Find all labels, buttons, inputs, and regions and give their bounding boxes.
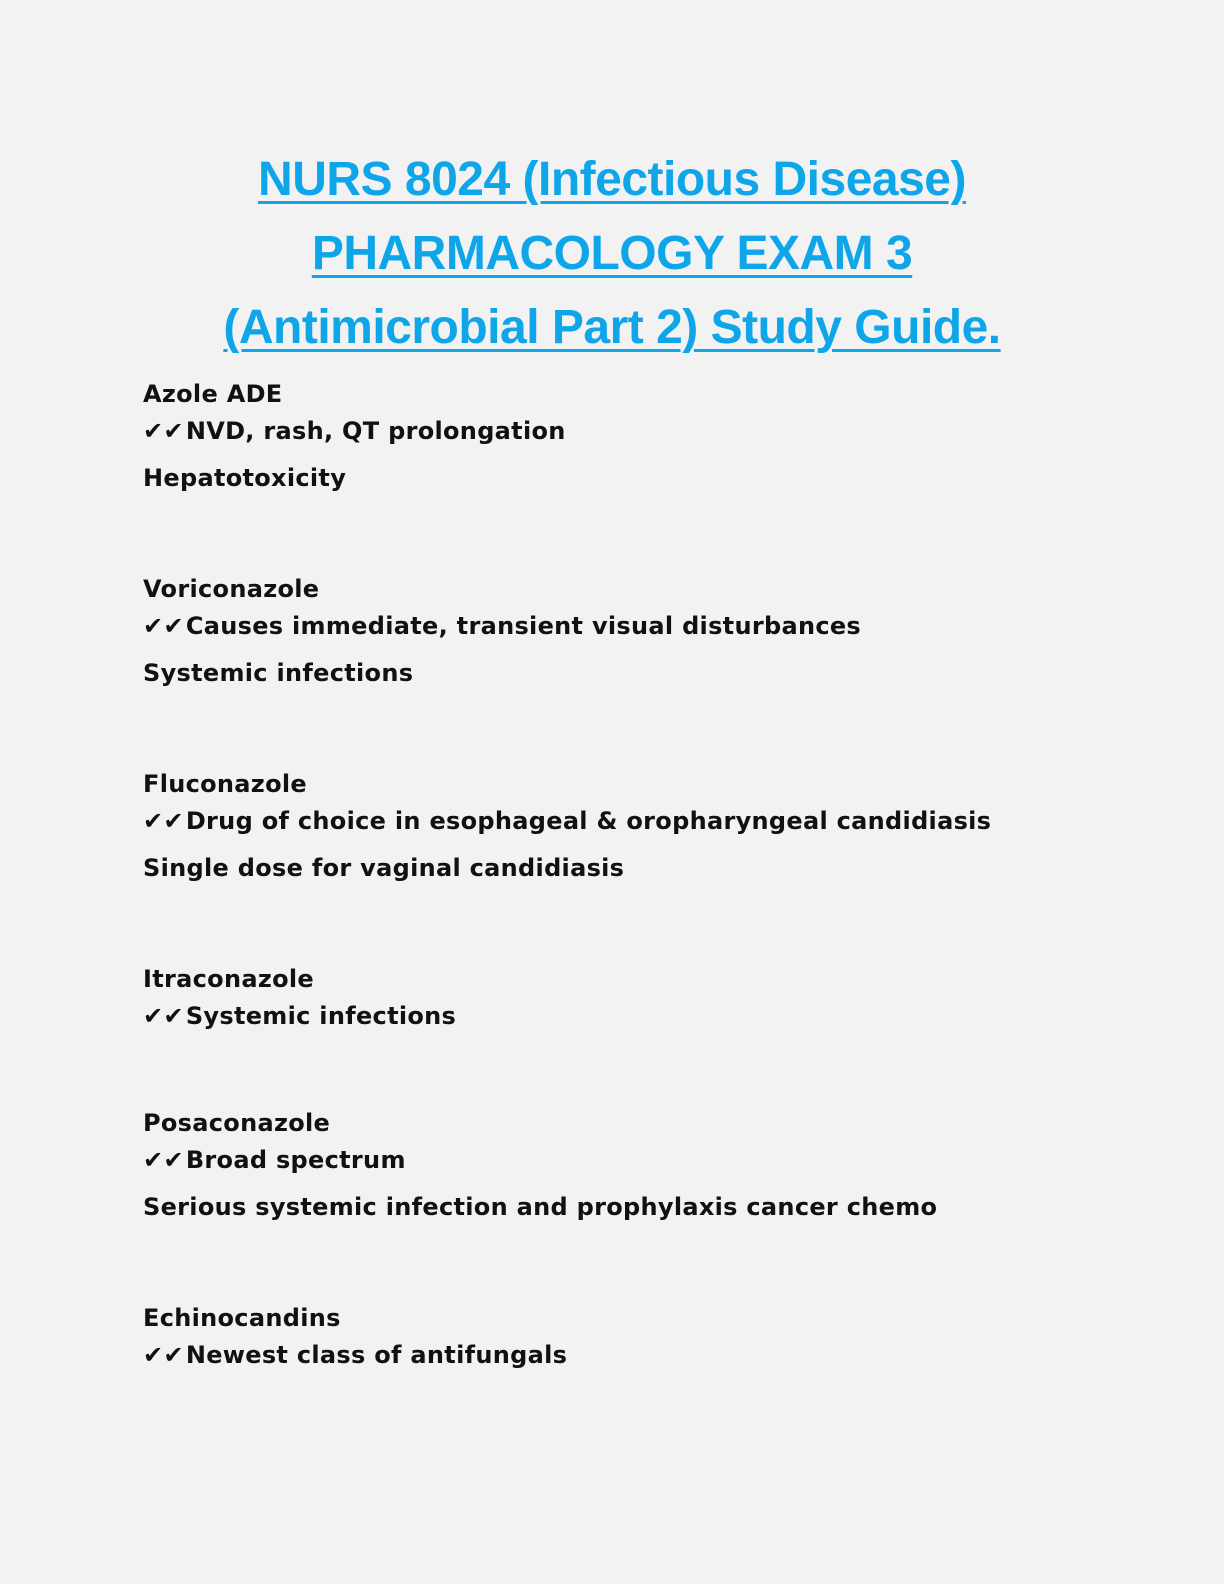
entry-definition: ✔✔Broad spectrum: [143, 1146, 406, 1174]
entry-extra: Single dose for vaginal candidiasis: [143, 854, 625, 882]
entry-term: Posaconazole: [143, 1109, 331, 1137]
entry-voriconazole: [143, 573, 1103, 768]
entry-echinocandins: [143, 1302, 1103, 1382]
entry-itraconazole: [143, 963, 1103, 1107]
study-entries: [143, 378, 1103, 1382]
entry-fluconazole: [143, 768, 1103, 963]
check-mark-icon: ✔✔: [143, 612, 184, 640]
entry-extra: Serious systemic infection and prophylaxis cancer chemo: [143, 1193, 938, 1221]
entry-term: Echinocandins: [143, 1304, 341, 1332]
title-line-3: (Antimicrobial Part 2) Study Guide.: [223, 301, 1001, 354]
check-mark-icon: ✔✔: [143, 417, 184, 445]
entry-term: Fluconazole: [143, 770, 307, 798]
entry-definition: ✔✔Systemic infections: [143, 1002, 457, 1030]
check-mark-icon: ✔✔: [143, 807, 184, 835]
entry-azole-ade: [143, 378, 1103, 573]
entry-term: Azole ADE: [143, 380, 283, 408]
entry-definition: ✔✔Causes immediate, transient visual disturbances: [143, 612, 862, 640]
entry-definition: ✔✔Drug of choice in esophageal & oropharyngeal candidiasis: [143, 807, 992, 835]
entry-term: Voriconazole: [143, 575, 320, 603]
check-mark-icon: ✔✔: [143, 1146, 184, 1174]
entry-term: Itraconazole: [143, 965, 314, 993]
entry-definition: ✔✔NVD, rash, QT prolongation: [143, 417, 566, 445]
entry-extra: Hepatotoxicity: [143, 464, 347, 492]
document-title: [120, 143, 1104, 365]
check-mark-icon: ✔✔: [143, 1002, 184, 1030]
entry-definition: ✔✔Newest class of antifungals: [143, 1341, 568, 1369]
title-line-2: PHARMACOLOGY EXAM 3: [311, 227, 913, 280]
check-mark-icon: ✔✔: [143, 1341, 184, 1369]
entry-extra: Systemic infections: [143, 659, 414, 687]
title-line-1: NURS 8024 (Infectious Disease): [258, 153, 966, 206]
entry-posaconazole: [143, 1107, 1103, 1302]
